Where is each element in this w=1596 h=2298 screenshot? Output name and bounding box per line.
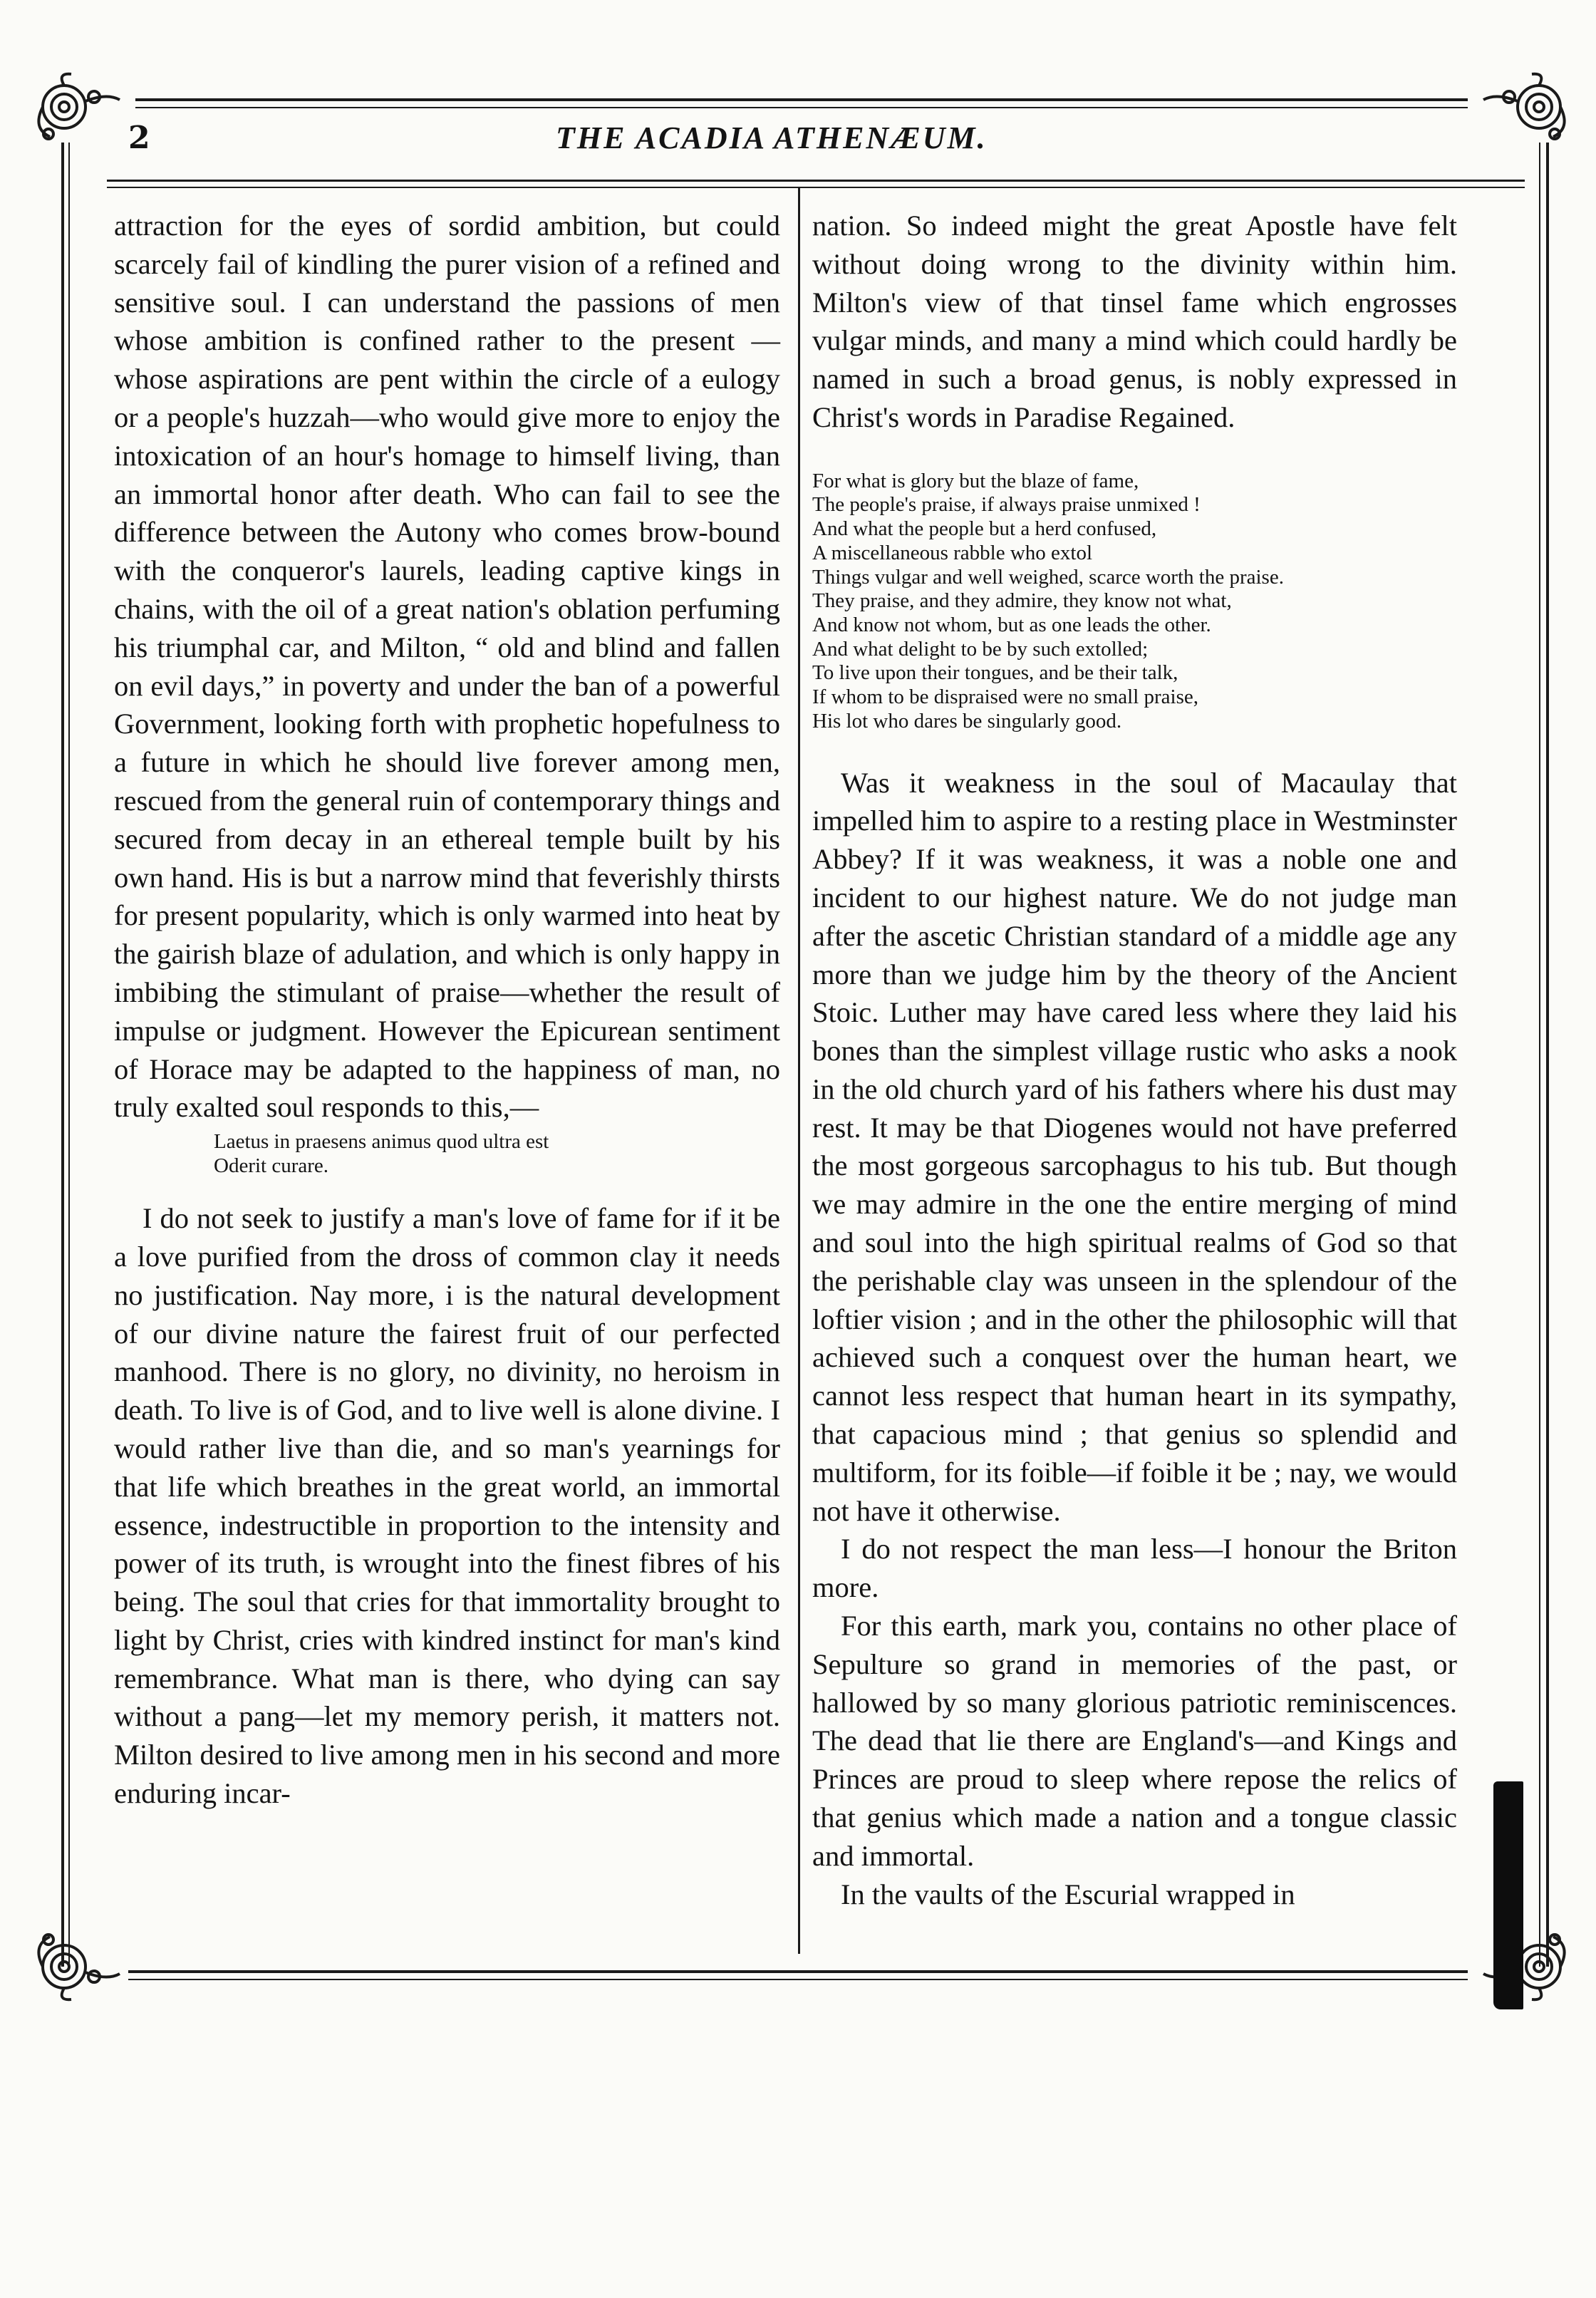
latin-line: Oderit curare. [214,1154,329,1178]
left-paragraph-2: I do not seek to justify a man's love of fame for if it be a love purified from the dross of common clay it needs no justification. Nay more, i is the natural development of our divine nature the fairest fruit of our perfected manhood. There is no glory, no divinity, no heroism in death. To live is of God, and to live well is alone divine. I would rather live than die, and so man's yearnings for that life which breathes in the great world, an immortal essence, indestructible in proportion to the intensity and power of its truth, is wrought into the finest fibres of his being. The soul that cries for that immortality brought to light by Christ, cries with kindred instinct for man's kind remembrance. What man is there, who dying can say without a pang—let my memory perish, it matters not. Milton desired to live among men in his second and more enduring incar- [114,1202,780,1810]
right-paragraph-4: For this earth, mark you, contains no other place of Sepulture so grand in memories of the past, or hallowed by so many glorious patriotic reminiscences. The dead that lie there are England's—and Kings and Princes are proud to sleep where repose the relics of that genius which made a nation and a tongue classic and immortal. [812,1610,1457,1872]
right-column [812,207,1457,1913]
right-paragraph-2: Was it weakness in the soul of Macaulay that impelled him to aspire to a resting place in Westminster Abbey? If it was weakness, it was a noble one and incident to our highest nature. We do not judge man after the ascetic Christian standard of a middle age any more than we judge him by the theory of the Ancient Stoic. Luther may have cared less where they laid his bones than the simplest village rustic who asks a nook in the old church yard of his fathers where his dust may rest. It may be that Diogenes would not have preferred the most gorgeous sarcophagus to his tub. But though we may admire in the one the entire merging of mind and soul into the high spiritual realms of God so that the perishable clay was unseen in the splendour of the loftier vision ; and in the other the philosophic will that achieved such a conquest over the human heart, we cannot less respect that human heart in its sympathy, that capacious mind ; that genius so splendid and multiform, for its foible—if foible it be ; nay, we would not have it otherwise. [812,766,1457,1527]
poem-line: They praise, and they admire, they know not what, [812,589,1232,613]
poem-line: His lot who dares be singularly good. [812,709,1122,733]
top-border-rule [135,98,1468,101]
top-border-rule-thin [135,107,1468,108]
column-divider [798,187,800,1954]
left-border-rule [61,143,64,1967]
left-paragraph-1: attraction for the eyes of sordid ambition, but could scarcely fail of kindling the purer vision of a refined and sensitive soul. I can understand the passions of men whose ambition is confined rather to the present — whose aspirations are pent within the circle of a eulogy or a people's huzzah—who would give more to enjoy the intoxication of an hour's homage to himself living, than an immortal honor after death. Who can fail to see the difference between the Autony who comes brow-bound with the conqueror's laurels, leading captive kings in chains, with the oil of a great nation's oblation perfuming his triumphal car, and Milton, “ old and blind and fallen on evil days,” in poverty and under the ban of a powerful Government, looking forth with prophetic hopefulness to a future in which he should live forever among men, rescued from the general ruin of contemporary things and secured from decay in an ethereal temple built by his own hand. His is but a narrow mind that feverishly thirsts for present popularity, which is only warmed into heat by the gairish blaze of adulation, and which is only happy in imbibing the stimulant of praise—whether the result of impulse or judgment. However the Epicurean sentiment of Horace may be adapted to the happiness of man, no truly exalted soul responds to this,— [114,209,780,1124]
right-paragraph-3: I do not respect the man less—I honour the Briton more. [812,1533,1457,1604]
bottom-border-rule-thin [128,1979,1468,1980]
corner-ornament-bottom-left [28,1924,121,2002]
poem-quotation [812,470,1457,734]
masthead-title: THE ACADIA ATHENÆUM. [556,120,988,155]
poem-line: And what delight to be by such extolled; [812,637,1149,661]
right-paragraph-5: In the vaults of the Escurial wrapped in [841,1878,1295,1910]
left-column [114,207,780,1813]
latin-line: Laetus in praesens animus quod ultra est [214,1130,549,1154]
left-border-rule-inner [68,143,70,1967]
page-number: 2 [128,120,150,156]
poem-line: Things vulgar and well weighed, scarce worth the praise. [812,565,1284,589]
right-border-rule-inner [1539,143,1540,1967]
header-rule [107,180,1525,182]
latin-quotation [214,1129,780,1178]
bottom-border-rule [128,1970,1468,1973]
header-rule-thin [107,187,1525,188]
right-paragraph-1: nation. So indeed might the great Apostle have felt without doing wrong to the divinity within him. Milton's view of that tinsel fame which engrosses vulgar minds, and many a mind which could hardly be named in such a broad genus, is nobly expressed in Christ's words in Paradise Regained. [812,209,1457,433]
poem-line: The people's praise, if always praise unmixed ! [812,493,1201,517]
poem-line: A miscellaneous rabble who extol [812,541,1093,564]
corner-ornament-top-right [1482,71,1575,150]
ink-blot [1493,1781,1523,2009]
poem-line: For what is glory but the blaze of fame, [812,469,1139,492]
poem-line: If whom to be dispraised were no small praise, [812,685,1198,709]
poem-line: And know not whom, but as one leads the other. [812,614,1211,636]
corner-ornament-top-left [28,71,121,150]
right-border-rule [1546,143,1549,1967]
poem-line: To live upon their tongues, and be their talk, [812,661,1178,685]
poem-line: And what the people but a herd confused, [812,517,1157,541]
